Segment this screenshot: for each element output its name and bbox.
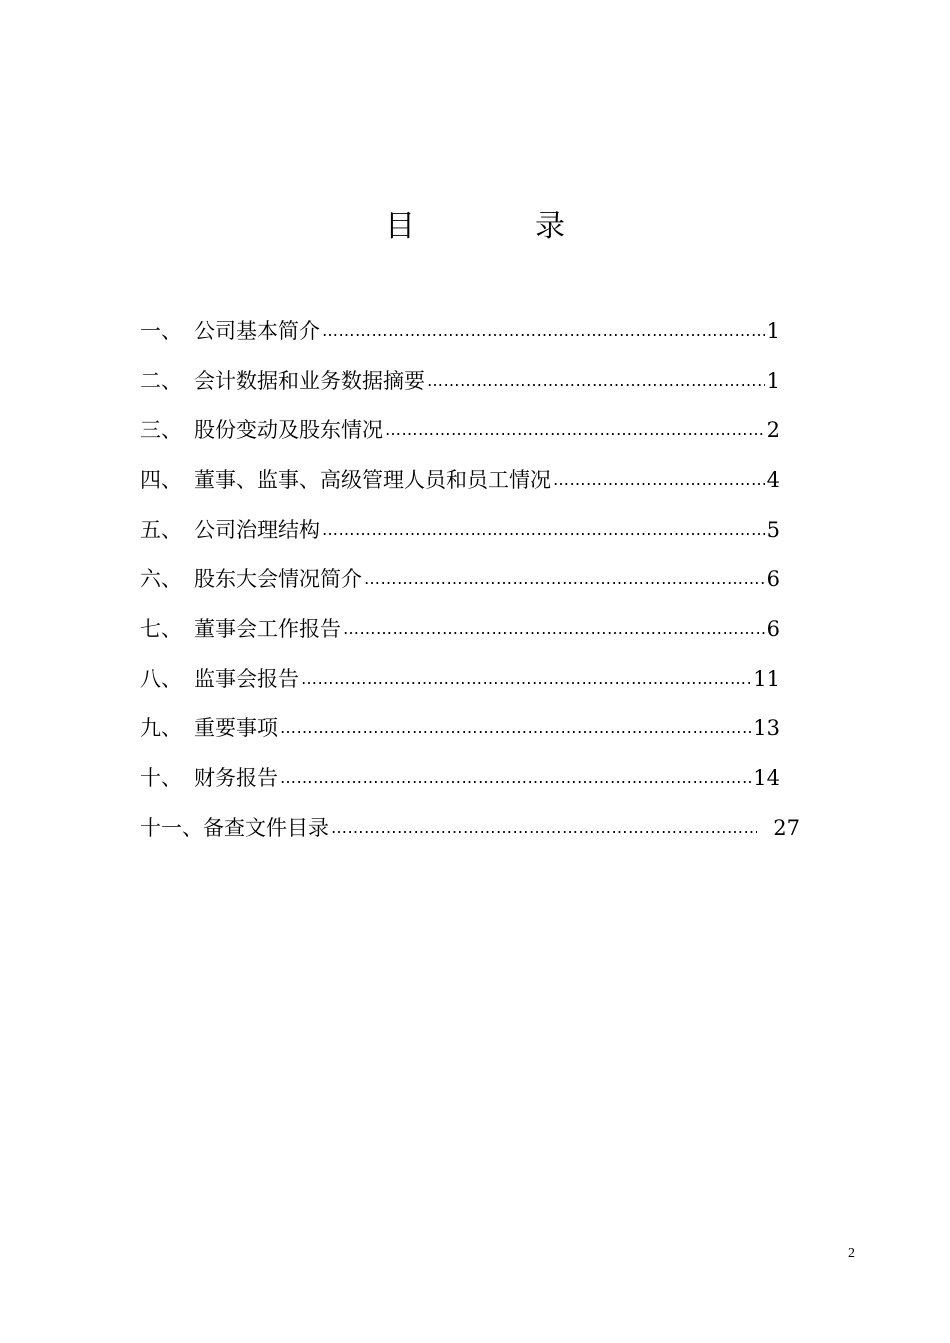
toc-entry[interactable] — [140, 803, 800, 853]
toc-entry-label: 会计数据和业务数据摘要 — [194, 368, 425, 393]
toc-entry-page: 1 — [766, 318, 780, 343]
toc-entry[interactable] — [140, 356, 780, 406]
dot-leader — [553, 465, 765, 495]
toc-entry-number: 二、 — [140, 368, 182, 393]
toc-entry[interactable] — [140, 505, 780, 555]
toc-entry-number: 八、 — [140, 666, 182, 691]
toc-entry-label: 公司治理结构 — [194, 517, 320, 542]
title-char-2: 录 — [535, 209, 565, 244]
toc-entry[interactable] — [140, 604, 780, 654]
toc-entry-number: 十、 — [140, 766, 182, 791]
toc-entry-number: 六、 — [140, 567, 182, 592]
toc-entry-number: 十一、 — [140, 815, 203, 840]
toc-entry-page: 13 — [753, 716, 780, 741]
toc-entry[interactable] — [140, 554, 780, 604]
toc-entry-page: 4 — [766, 467, 780, 492]
toc-entry-page: 6 — [766, 616, 780, 641]
table-of-contents — [140, 306, 800, 853]
toc-entry-page: 5 — [766, 517, 780, 542]
title-char-1: 目 — [385, 209, 415, 244]
page-number: 2 — [848, 1246, 855, 1261]
toc-entry[interactable] — [140, 455, 780, 505]
toc-entry-page: 1 — [766, 368, 780, 393]
dot-leader — [343, 614, 765, 644]
toc-entry[interactable] — [140, 405, 780, 455]
toc-entry-page: 14 — [753, 766, 780, 791]
dot-leader — [385, 415, 765, 445]
dot-leader — [280, 713, 751, 743]
toc-entry-number: 五、 — [140, 517, 182, 542]
toc-entry-page: 27 — [773, 815, 800, 840]
dot-leader — [301, 664, 751, 694]
toc-entry-label: 董事、监事、高级管理人员和员工情况 — [194, 467, 551, 492]
toc-entry-number: 一、 — [140, 318, 182, 343]
dot-leader — [331, 813, 757, 843]
toc-entry-page: 11 — [753, 666, 780, 691]
toc-entry[interactable] — [140, 753, 780, 803]
toc-entry-number: 七、 — [140, 616, 182, 641]
toc-entry-label: 财务报告 — [194, 766, 278, 791]
toc-entry-number: 四、 — [140, 467, 182, 492]
dot-leader — [364, 564, 765, 594]
toc-entry-label: 监事会报告 — [194, 666, 299, 691]
toc-entry-number: 三、 — [140, 418, 182, 443]
toc-title — [0, 207, 950, 247]
toc-entry-label: 公司基本简介 — [194, 318, 320, 343]
toc-entry-label: 股东大会情况简介 — [194, 567, 362, 592]
dot-leader — [322, 515, 765, 545]
toc-entry-label: 股份变动及股东情况 — [194, 418, 383, 443]
dot-leader — [280, 763, 751, 793]
dot-leader — [427, 366, 765, 396]
toc-entry[interactable] — [140, 704, 780, 754]
toc-entry-page: 6 — [766, 567, 780, 592]
dot-leader — [322, 316, 765, 346]
toc-entry[interactable] — [140, 306, 780, 356]
toc-entry-label: 备查文件目录 — [203, 815, 329, 840]
toc-entry-label: 董事会工作报告 — [194, 616, 341, 641]
toc-entry-page: 2 — [766, 418, 780, 443]
toc-entry[interactable] — [140, 654, 780, 704]
toc-entry-label: 重要事项 — [194, 716, 278, 741]
toc-entry-number: 九、 — [140, 716, 182, 741]
